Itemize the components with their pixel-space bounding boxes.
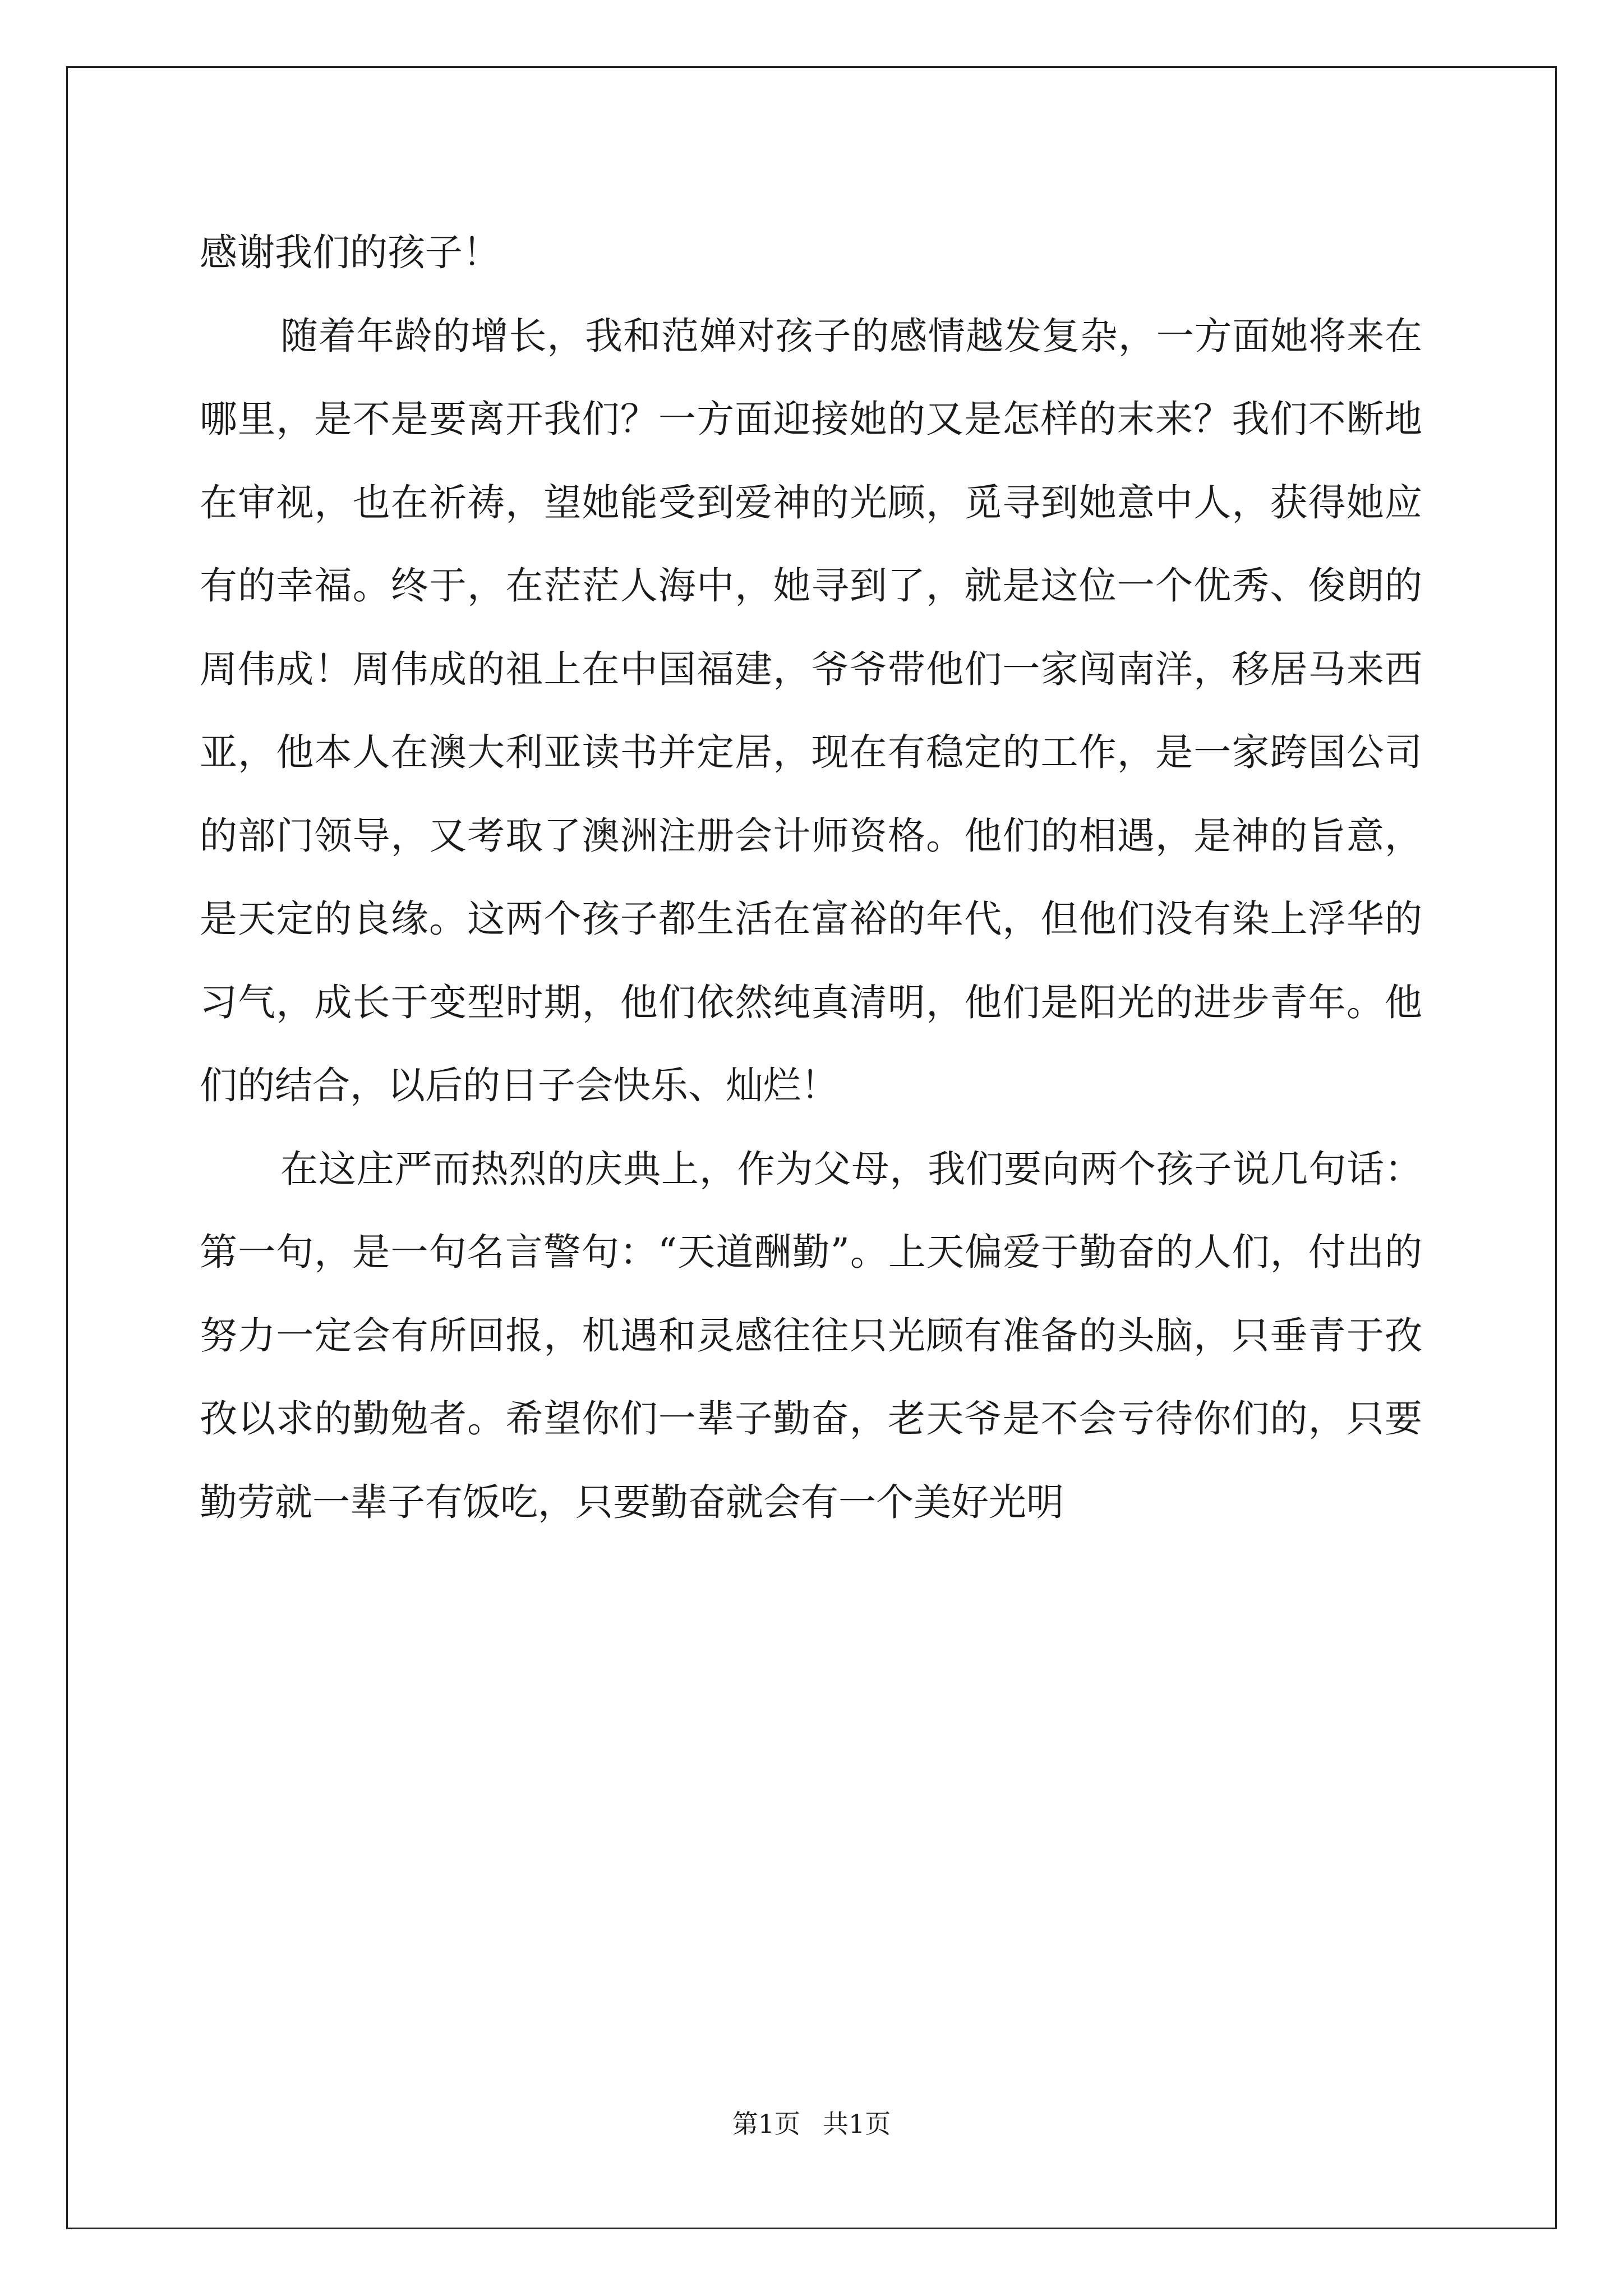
paragraph-ceremony: 在这庄严而热烈的庆典上，作为父母，我们要向两个孩子说几句话：第一句，是一句名言警句：“天道酬勤”。上天偏爱于勤奋的人们，付出的努力一定会有所回报，机遇和灵感往往只光顾有准备的头脑，只垂青于孜孜以求的勤勉者。希望你们一辈子勤奋，老天爷是不会亏待你们的，只要勤劳就一辈子有饭吃，只要勤奋就会有一个美好光明 <box>200 1147 1422 1524</box>
page-total: 共1页 <box>823 2109 891 2139</box>
page-number: 第1页 <box>732 2109 800 2139</box>
document-body <box>200 211 1422 1544</box>
page-footer <box>0 2107 1623 2141</box>
paragraph-growth: 随着年龄的增长，我和范婵对孩子的感情越发复杂，一方面她将来在哪里，是不是要离开我们？一方面迎接她的又是怎样的末来？我们不断地在审视，也在祈祷，望她能受到爱神的光顾，觅寻到她意中人，获得她应有的幸福。终于，在茫茫人海中，她寻到了，就是这位一个优秀、俊朗的周伟成！周伟成的祖上在中国福建，爷爷带他们一家闯南洋，移居马来西亚，他本人在澳大利亚读书并定居，现在有稳定的工作，是一家跨国公司的部门领导，又考取了澳洲注册会计师资格。他们的相遇，是神的旨意，是天定的良缘。这两个孩子都生活在富裕的年代，但他们没有染上浮华的习气，成长于变型时期，他们依然纯真清明，他们是阳光的进步青年。他们的结合，以后的日子会快乐、灿烂！ <box>200 314 1422 1107</box>
paragraph-thanks: 感谢我们的孩子！ <box>200 231 500 274</box>
